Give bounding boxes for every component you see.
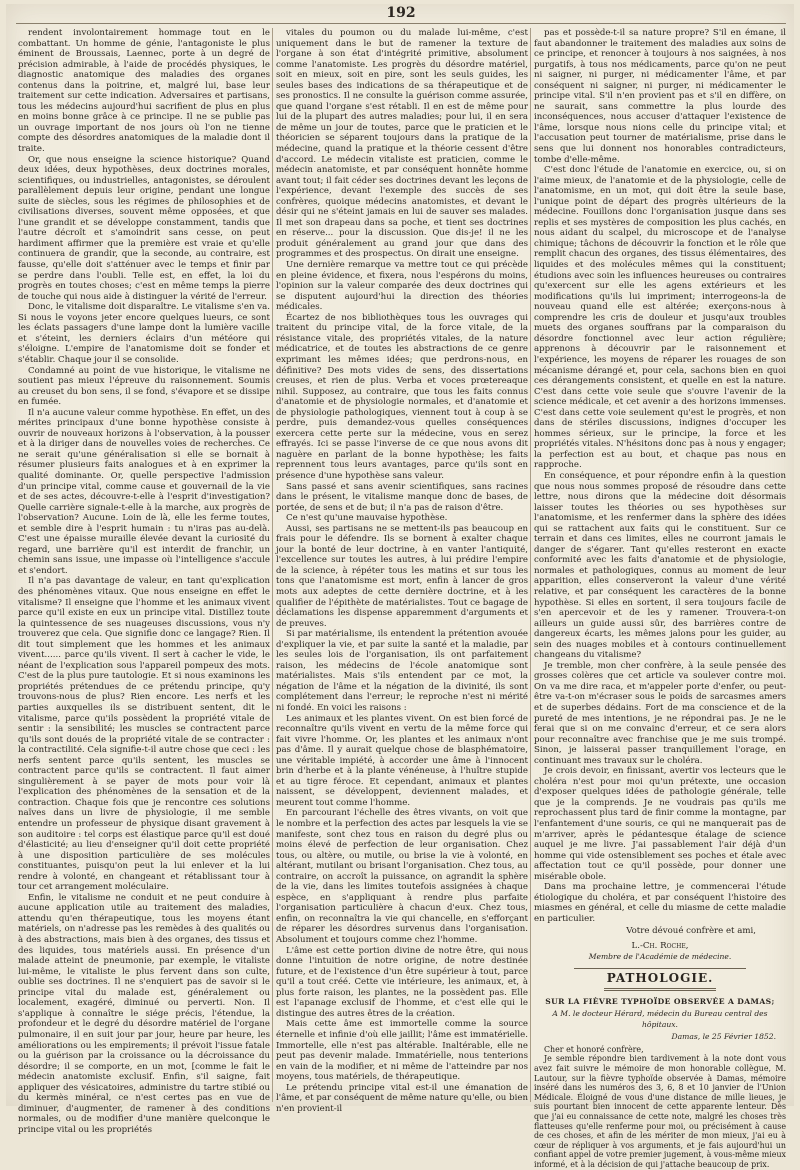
paragraph: Il n'a aucune valeur comme hypothèse. En effet, un des mérites principaux d'une bonne hypothèse consiste à ouvrir de nouveaux horizons à l'observation, à la pousser et à la diriger dans de nouvelles voies de recherches. Ce ne serait qu'une généralisation si elle se bornait à résumer plusieurs faits analogues et à en exprimer la qualité dominante. Or, quelle perspective l'admission d'un principe vital, comme cause et gouvernail de la vie et de ses actes, découvre-t-elle à l'esprit d'investigation? Quelle carrière signale-t-elle à la marche, aux progrès de l'observation? Aucune. Loin de là, elle les ferme toutes, et semble dire à l'esprit humain : tu n'iras pas au-delà. C'est une épaisse muraille élevée devant la curiosité du regard, une barrière qu'il est interdit de franchir, un chemin sans issue, une impasse où l'intelligence s'accule et s'endort. <box>18 407 270 576</box>
letter-closing: Votre dévoué confrère et ami, <box>626 926 756 937</box>
paragraph: Le prétendu principe vital est-il une émanation de l'âme, et par conséquent de même nature qu'elle, ou bien n'en provient-il <box>276 1082 528 1114</box>
article-address: A M. le docteur Hérard, médecin du Bureau central des hôpitaux. <box>552 1009 768 1029</box>
article-title: SUR LA FIÈVRE TYPHOÏDE OBSERVÉE A DAMAS; <box>545 996 775 1006</box>
signature-name: L.-Ch. Roche, <box>631 941 689 952</box>
paragraph: Je tremble, mon cher confrère, à la seule pensée des grosses colères que cet article va soulever contre moi. On va me dire raca, et m'appeler porte d'enfer, ou peut-être va-t-on m'écraser sous le poids de sarcasmes amers et de superbes dédains. Fort de ma conscience et de la pureté de mes intentions, je ne répondrai pas. Je ne le ferai que si on me convainc d'erreur, et ce sera alors pour reconnaître avec franchise que je me suis trompé. Sinon, je laisserai passer tranquillement l'orage, en continuant mes travaux sur le choléra. <box>534 660 786 766</box>
paragraph: Mais cette âme est immortelle comme la source éternelle et infinie d'où elle jaillit; l'âme est immatérielle. Immortelle, elle n'est pas altérable. Inaltérable, elle ne peut pas devenir malade. Immatérielle, nous tenterions en vain de la modifier, et ni même de l'atteindre par nos moyens, tous matériels, de thérapeutique. <box>276 1019 528 1083</box>
paragraph: C'est donc l'étude de l'anatomie en exercice, ou, si on l'aime mieux, de l'anatomie et de la physiologie, celle de l'anatomisme, en un mot, qui doit être la seule base, l'unique point de départ des progrès ultérieurs de la médecine. Fouillons donc l'organisation jusque dans ses replis et ses mystères de composition les plus cachés, en nous aidant du scalpel, du microscope et de l'analyse chimique; tâchons de découvrir la fonction et le rôle que remplit chacun des organes, des tissus élémentaires, des liquides et des molécules mêmes qui la constituent; étudions avec soin les influences heureuses ou contraires qu'exercent sur elle les agens extérieurs et les modifications qu'ils lui impriment; interrogeons-la de nouveau quand elle est altérée; exerçons-nous à comprendre les cris de douleur et jusqu'aux troubles muets des organes souffrans par la comparaison du désordre fonctionnel avec leur action régulière; apprenons à découvrir par le raisonnement et l'expérience, les moyens de réparer les rouages de son mécanisme dérangé et, pour cela, sachons bien en quoi ces dérangements consistent, et quelle en est la nature. C'est dans cette voie seule que s'ouvre l'avenir de la science médicale, et cet avenir a des horizons immenses. C'est dans cette voie seulement qu'est le progrès, et non dans de stériles discussions, indignes d'occuper les hommes sérieux, sur le principe, la force et les propriétés vitales. N'hésitons donc pas à nous y engager; la perfection est au bout, et chaque pas nous en rapproche. <box>534 165 786 471</box>
paragraph: Enfin, le vitalisme ne conduit et ne peut conduire à aucune application utile au traitement des maladies, attendu qu'en thérapeutique, tous les moyens étant matériels, on n'adresse pas les remèdes à des qualités ou à des abstractions, mais bien à des organes, des tissus et des liquides, tous matériels aussi. En présence d'un malade atteint de pneumonie, par exemple, le vitaliste lui-même, le vitaliste le plus fervent dans son culte, oublie ses doctrines. Il ne s'enquiert pas de savoir si le principe vital du malade est, généralement ou localement, exagéré, diminué ou perverti. Non. Il s'applique à connaître le siége précis, l'étendue, la profondeur et le degré du désordre matériel de l'organe pulmonaire, il en suit jour par jour, heure par heure, les améliorations ou les empirements; il prévoit l'issue fatale ou la guérison par la croissance ou la décroissance du désordre; il se comporte, en un mot, [comme le fait le médecin anatomiste exclusif. Enfin, s'il saigne, fait appliquer des vésicatoires, administre du tartre stibié ou du kermès minéral, ce n'est certes pas en vue de diminuer, d'augmenter, de ramener à des conditions normales, ou de modifier d'une manière quelconque le principe vital ou les propriétés <box>18 892 270 1135</box>
paragraph: Écartez de nos bibliothèques tous les ouvrages qui traitent du principe vital, de la force vitale, de la résistance vitale, des propriétés vitales, de la nature médicatrice, et de toutes les abstractions de ce genre exprimant les mêmes idées; que perdrons-nous, en définitive? Des mots vides de sens, des dissertations creuses, et rien de plus. Verba et voces prœtereaque nihil. Supposez, au contraire, que tous les faits connus d'anatomie et de physiologie normales, et d'anatomie et de physiologie pathologiques, viennent tout à coup à se perdre, puis demandez-vous quelles conséquences exercera cette perte sur la médecine, vous en serez effrayés. Ici se passe l'inverse de ce que nous avons dit naguère en parlant de la bonne hypothèse; les faits reprennent tous leurs avantages, parce qu'ils sont en présence d'une hypothèse sans valeur. <box>276 312 528 481</box>
heading-double-rule <box>604 988 716 991</box>
section-heading: PATHOLOGIE. <box>606 971 714 986</box>
paragraph: En conséquence, et pour répondre enfin à la question que nous nous sommes proposé de résoudre dans cette lettre, nous dirons que la médecine doit désormais laisser toutes les théories ou ses hypothèses sur l'anatomisme, et les renfermer dans la sphère des idées qui se rattachent aux faits qui le constituent. Sur ce terrain et dans ces limites, elles ne courront jamais le danger de s'égarer. Tant qu'elles resteront en exacte conformité avec les faits d'anatomie et de physiologie, normales et pathologiques, connus au moment de leur apparition, elles conserveront la valeur d'une vérité relative, et par conséquent les caractères de la bonne hypothèse. Si elles en sortent, il sera toujours facile de s'en apercevoir et de les y ramener. Trouvera-t-on ailleurs un guide aussi sûr, des barrières contre de dangereux écarts, les mêmes jalons pour les guider, au sein des nuages mobiles et à contours continuellement changeans du vitalisme? <box>534 470 786 661</box>
column-divider <box>530 28 531 1102</box>
paragraph: L'âme est cette portion divine de notre être, qui nous donne l'intuition de notre origine, de notre destinée future, et de l'existence d'un être supérieur à tout, parce qu'il a tout créé. Cette vie intérieure, les animaux, et, à plus forte raison, les plantes, ne la possèdent pas. Elle est l'apanage exclusif de l'homme, et c'est elle qui le distingue des autres êtres de la création. <box>276 945 528 1019</box>
column-1 <box>18 28 270 1135</box>
page-header <box>16 6 786 24</box>
signature-title: Membre de l'Académie de médecine. <box>588 951 732 961</box>
salutation: Cher et honoré confrère, <box>544 1044 644 1054</box>
paragraph: Une dernière remarque va mettre tout ce qui précède en pleine évidence, et fixera, nous l'espérons du moins, l'opinion sur la valeur comparée des deux doctrines qui se disputent aujourd'hui la direction des théories médicales. <box>276 260 528 313</box>
paragraph: Dans ma prochaine lettre, je commencerai l'étude étiologique du choléra, et par conséquent l'histoire des miasmes en général, et celle du miasme de cette maladie en particulier. <box>534 882 786 924</box>
page-number: 192 <box>386 5 416 21</box>
paragraph: Condamné au point de vue historique, le vitalisme ne soutient pas mieux l'épreuve du raisonnement. Soumis au creuset du bon sens, il se fond, s'évapore et se dissipe en fumée. <box>18 365 270 408</box>
column-3 <box>534 28 786 1169</box>
paragraph: Aussi, ses partisans ne se mettent-ils pas beaucoup en frais pour le défendre. Ils se bornent à exalter chaque jour la bonté de leur doctrine, à en vanter l'antiquité, l'excellence sur toutes les autres, à lui prédire l'empire de la science, à répéter tous les matins et sur tous les tons que l'anatomisme est mort, enfin à lancer de gros mots aux adeptes de cette dernière doctrine, et à les qualifier de l'épithète de matérialistes. Tout ce bagage de déclamations les dispense apparemment d'arguments et de preuves. <box>276 523 528 629</box>
newspaper-page <box>6 4 794 1169</box>
paragraph: Il n'a pas davantage de valeur, en tant qu'explication des phénomènes vitaux. Que nous enseigne en effet le vitalisme? Il enseigne que l'homme et les animaux vivent parce qu'il existe en eux un principe vital. Distillez toute la quintessence de ses nuageuses discussions, vous n'y trouverez que cela. Que signifie donc ce langage? Rien. Il dit tout simplement que les hommes et les animaux vivent...... parce qu'ils vivent. Il sert à cacher le vide, le néant de l'explication sous l'appareil pompeux des mots. C'est de la plus pure tautologie. Et si nous examinons les propriétés prétendues de ce prétendu principe, qu'y trouvons-nous de plus? Rien encore. Les nerfs et les parties auxquelles ils se distribuent sentent, dit le vitalisme, parce qu'ils possèdent la propriété vitale de sentir : la sensibilité; les muscles se contractent parce qu'ils sont doués de la propriété vitale de se contracter : la contractilité. Cela signifie-t-il autre chose que ceci : les nerfs sentent parce qu'ils sentent, les muscles se contractent parce qu'ils se contractent. Il faut aimer singulièrement à se payer de mots pour voir là l'explication des phénomènes de la sensation et de la contraction. Chaque fois que je rencontre ces solutions naïves dans un livre de physiologie, il me semble entendre un professeur de physique disant gravement à son auditoire : tel corps est élastique parce qu'il est doué d'élasticité; au lieu d'enseigner qu'il doit cette propriété à une disposition particulière de ses molécules constituantes, puisqu'on peut la lui enlever et la lui rendre à volonté, en changeant et rétablissant tour à tour cet arrangement moléculaire. <box>18 576 270 893</box>
paragraph: En parcourant l'échelle des êtres vivants, on voit que le nombre et la perfection des actes par lesquels la vie se manifeste, sont chez tous en raison du degré plus ou moins élevé de perfection de leur organisation. Chez tous, ou altère, ou mutile, ou brise la vie à volonté, en altérant, mutilant ou brisant l'organisation. Chez tous, au contraire, on accroît la puissance, on agrandit la sphère de la vie, dans les limites toutefois assignées à chaque espèce, en s'appliquant à rendre plus parfaite l'organisation particulière à chacun d'eux. Chez tous, enfin, on reconnaîtra la vie qui chancelle, en s'efforçant de réparer les désordres survenus dans l'organisation. Absolument et toujours comme chez l'homme. <box>276 808 528 946</box>
paragraph: Donc, le vitalisme doit disparaître. Le vitalisme s'en va. Si nous le voyons jeter encore quelques lueurs, ce sont les éclats passagers d'une lampe dont la lumière vacille et s'éteint, les derniers éclairs d'un météore qui s'éloigne. L'empire de l'anatomisme doit se fonder et s'établir. Chaque jour il se consolide. <box>18 302 270 365</box>
paragraph: Si par matérialisme, ils entendent la prétention avouée d'expliquer la vie, et par suite la santé et la maladie, par les seules lois de l'organisation, ils ont parfaitement raison, les médecins de l'école anatomique sont matérialistes. Mais s'ils entendent par ce mot, la négation de l'âme et la négation de la divinité, ils sont complétement dans l'erreur; le reproche n'est ni mérité ni fondé. En voici les raisons : <box>276 629 528 713</box>
paragraph: Je semble répondre bien tardivement à la note dont vous avez fait suivre le mémoire de mon honorable collègue, M. Lautour, sur la fièvre typhoïde observée à Damas, mémoire inséré dans les numéros des 3, 6, 8 et 10 janvier de l'Union Médicale. Éloigné de vous d'une distance de mille lieues, je suis pourtant bien innocent de cette apparente lenteur. Dès que j'ai eu connaissance de cette note, malgré les choses très flatteuses qu'elle renferme pour moi, ou précisément à cause de ces choses, et afin de les mériter de mon mieux, j'ai eu à cœur de répliquer à vos arguments, et je fais aujourd'hui un confiant appel de votre premier jugement, à vous-même mieux informé, et à la décision de qui j'attache beaucoup de prix. <box>534 1054 786 1169</box>
paragraph: Ce n'est qu'une mauvaise hypothèse. <box>286 513 448 524</box>
paragraph: Sans passé et sans avenir scientifiques, sans racines dans le présent, le vitalisme manque donc de bases, de portée, de sens et de but; il n'a pas de raison d'être. <box>276 481 528 513</box>
paragraph: Je crois devoir, en finissant, avertir vos lecteurs que le choléra n'est pour moi qu'un prétexte, une occasion d'exposer quelques idées de pathologie générale, telle que je la comprends. Je ne voudrais pas qu'ils me reprochassent plus tard de finir comme la montagne, par l'enfantement d'une souris, ce qui ne manquerait pas de m'arriver, après le pédantesque étalage de science auquel je me livre. J'ai passablement l'air déjà d'un homme qui vide ostensiblement ses poches et étale avec affectation tout ce qu'il possède, pour donner une misérable obole. <box>534 766 786 882</box>
dateline: Damas, le 25 Février 1852. <box>671 1032 776 1042</box>
paragraph: rendent involontairement hommage tout en le combattant. Un homme de génie, l'antagoniste le plus éminent de Broussais, Laennec, porte à un degré de précision admirable, à l'aide de procédés physiques, le diagnostic anatomique des maladies des organes contenus dans la poitrine, et, malgré lui, base leur traitement sur cette indication. Adversaires et partisans, tous les médecins aujourd'hui sacrifient de plus en plus en moins bonne grâce à ce principe. Il ne se publie pas un ouvrage important de nos jours où l'on ne tienne compte des désordres anatomiques de la maladie dont il traite. <box>18 28 270 155</box>
section-divider <box>574 968 746 969</box>
column-divider <box>272 28 273 1102</box>
paragraph: Or, que nous enseigne la science historique? Quand deux idées, deux hypothèses, deux doctrines morales, scientifiques, ou industrielles, antagonistes, se déroulent parallèlement depuis leur origine, pendant une longue suite de siècles, sous les régimes de philosophies et de civilisations diverses, souvent même opposées, et que l'une grandit et se développe constamment, tandis que l'autre décroît et s'amoindrit sans cesse, on peut hardiment affirmer que la première est vraie et qu'elle continuera de grandir, que la seconde, au contraire, est fausse, qu'elle doit s'atténuer avec le temps et finir par se perdre dans l'oubli. Telle est, en effet, la loi du progrès en toutes choses; c'est en même temps la pierre de touche qui nous aide à distinguer la vérité de l'erreur. <box>18 154 270 302</box>
paragraph: pas et possède-t-il sa nature propre? S'il en émane, il faut abandonner le traitement des maladies aux soins de ce principe, et renoncer à toujours à nos saignées, à nos purgatifs, à tous nos médicaments, parce qu'on ne peut ni saigner, ni purger, ni médicamenter l'âme, et par conséquent ni saigner, ni purger, ni médicamenter le principe vital. S'il n'en provient pas et s'il en diffère, on ne saurait, sans commettre la plus lourde des inconséquences, nous accuser d'attaquer l'existence de l'âme, lorsque nous nions celle du principe vital; et l'accusation peut tourner de matérialisme, prise dans le sens que lui donnent nos honorables contradicteurs, tombe d'elle-même. <box>534 28 786 165</box>
column-2 <box>276 28 528 1114</box>
paragraph: Les animaux et les plantes vivent. On est bien forcé de reconnaître qu'ils vivent en vertu de la même force qui fait vivre l'homme. Or, les plantes et les animaux n'ont pas d'âme. Il y aurait quelque chose de blasphématoire, une véritable impiété, à accorder une âme à l'innocent brin d'herbe et à la plante vénéneuse, à l'huître stupide et au tigre féroce. Et cependant, animaux et plantes naissent, se développent, deviennent malades, et meurent tout comme l'homme. <box>276 713 528 808</box>
paragraph: vitales du poumon ou du malade lui-même, c'est uniquement dans le but de ramener la texture de l'organe à son état d'intégrité primitive, absolument comme l'anatomiste. Les progrès du désordre matériel, soit en mieux, soit en pire, sont les seuls guides, les seules bases des indications de sa thérapeutique et de ses pronostics. Il ne consulte la guérison comme assurée, que quand l'organe s'est rétabli. Il en est de même pour lui de la plupart des autres maladies; pour lui, il en sera de même un jour de toutes, parce que le praticien et le théoricien se séparent toujours dans la pratique de la médecine, quand la pratique et la théorie cessent d'être d'accord. Le médecin vitaliste est praticien, comme le médecin anatomiste, et par conséquent honnête homme avant tout; il fait céder ses doctrines devant les leçons de l'expérience, devant l'exemple des succès de ses confrères, quoique médecins anatomistes, et devant le désir qui ne s'éteint jamais en lui de sauver ses malades. Il met son drapeau dans sa poche, et tient ses doctrines en réserve... pour la discussion. Que dis-je! il ne les produit généralement au grand jour que dans des programmes et des prospectus. On dirait une enseigne. <box>276 28 528 260</box>
